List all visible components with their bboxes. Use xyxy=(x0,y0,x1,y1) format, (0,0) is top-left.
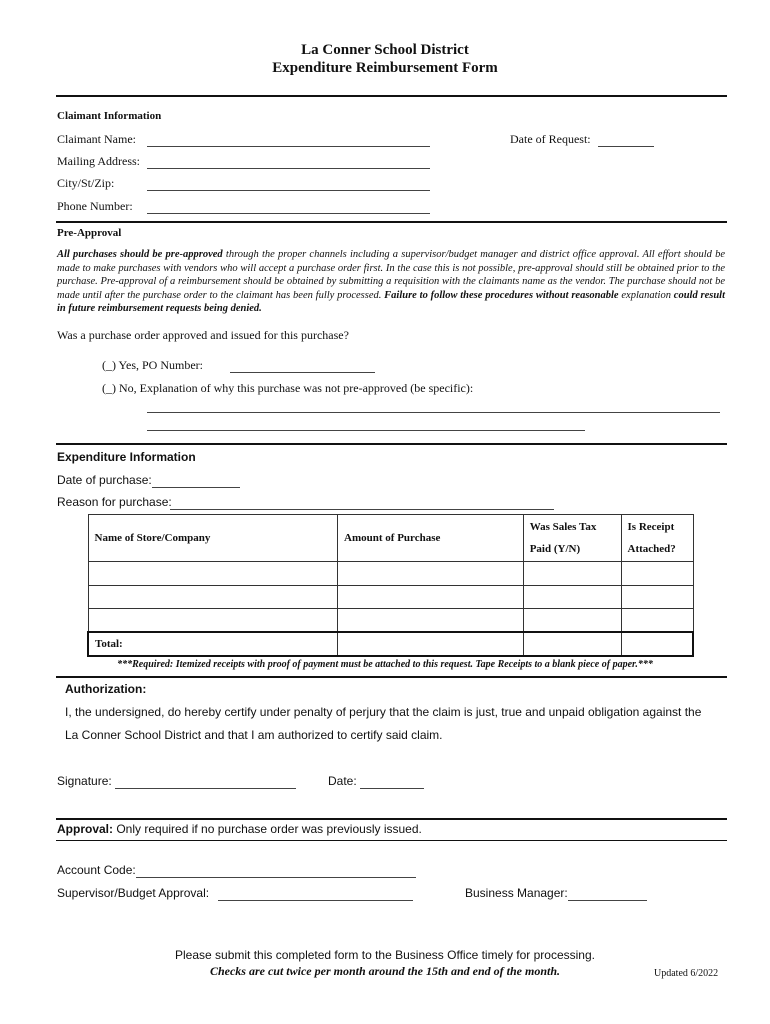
date-of-request-field[interactable] xyxy=(598,146,654,147)
table-row[interactable] xyxy=(88,562,693,586)
store-cell[interactable] xyxy=(88,586,338,609)
authorization-text-line1: I, the undersigned, do hereby certify under penalty of perjury that the claim is just, true and unpaid obligation against the xyxy=(65,705,702,719)
approval-note-text: Only required if no purchase order was previously issued. xyxy=(113,822,422,836)
receipt-cell[interactable] xyxy=(621,609,693,632)
city-state-zip-label: City/St/Zip: xyxy=(57,176,115,190)
col-tax-header-line1: Was Sales Tax xyxy=(529,521,597,533)
mailing-address-label: Mailing Address: xyxy=(57,154,140,168)
account-code-label: Account Code: xyxy=(57,863,136,877)
table-row[interactable] xyxy=(88,609,693,632)
signature-field[interactable] xyxy=(115,788,296,789)
reason-label: Reason for purchase: xyxy=(57,495,172,509)
claimant-name-label: Claimant Name: xyxy=(57,132,136,146)
total-amount-cell[interactable] xyxy=(338,632,524,656)
phone-number-label: Phone Number: xyxy=(57,199,133,213)
col-amount-header: Amount of Purchase xyxy=(338,515,524,562)
total-row[interactable] xyxy=(88,632,693,656)
reason-field[interactable] xyxy=(170,509,554,510)
preapproval-section-title: Pre-Approval xyxy=(57,227,122,239)
approval-note xyxy=(57,822,422,836)
table-header-row xyxy=(88,515,693,562)
footer-instruction: Please submit this completed form to the Business Office timely for processing. xyxy=(175,948,595,962)
amount-cell[interactable] xyxy=(338,562,524,586)
divider xyxy=(56,221,727,223)
po-question: Was a purchase order approved and issued for this purchase? xyxy=(57,328,349,342)
authorization-text-line2: La Conner School District and that I am authorized to certify said claim. xyxy=(65,728,443,742)
preapproval-bold-2: Failure to follow these procedures without reasonable xyxy=(384,289,619,301)
business-manager-field[interactable] xyxy=(568,900,647,901)
expenditure-table xyxy=(87,514,694,657)
amount-cell[interactable] xyxy=(338,586,524,609)
po-number-field[interactable] xyxy=(230,372,375,373)
divider xyxy=(56,443,727,445)
col-tax-header xyxy=(523,515,621,562)
date-of-purchase-field[interactable] xyxy=(152,487,240,488)
form-title: Expenditure Reimbursement Form xyxy=(272,60,498,76)
signature-date-field[interactable] xyxy=(360,788,424,789)
divider xyxy=(56,95,727,97)
col-receipt-header-line1: Is Receipt xyxy=(627,521,675,533)
divider xyxy=(56,840,727,841)
city-state-zip-field[interactable] xyxy=(147,190,430,191)
po-yes-option[interactable]: (_) Yes, PO Number: xyxy=(102,358,204,372)
preapproval-text-2: explanation xyxy=(618,289,674,301)
explanation-line-1[interactable] xyxy=(147,412,720,413)
col-tax-header-line2: Paid (Y/N) xyxy=(529,543,581,555)
preapproval-text-1: through the proper channels including a supervisor/budget manager and district office approval. All effort should be made to make purchases with vendors who will accept a purchase order first. In the case this is not possible, pre-approval should still be obtained prior to the purchase. Pre-approval of a reimbursement should be obtained by submitting a requisition with the claimants name as the vendor. The purchase should not be made until after the purchase order to the claimant has been fully processed. xyxy=(57,249,725,301)
total-tax-cell[interactable] xyxy=(523,632,621,656)
tax-cell[interactable] xyxy=(523,562,621,586)
tax-cell[interactable] xyxy=(523,586,621,609)
date-of-purchase-label: Date of purchase: xyxy=(57,473,152,487)
claimant-section-title: Claimant Information xyxy=(57,110,162,122)
po-no-option[interactable]: (_) No, Explanation of why this purchase was not pre-approved (be specific): xyxy=(102,381,474,395)
footer-check-schedule: Checks are cut twice per month around the 15th and end of the month. xyxy=(209,964,561,978)
required-receipts-note: ***Required: Itemized receipts with proof of payment must be attached to this request. Tape Receipts to a blank piece of paper.*** xyxy=(117,659,653,670)
preapproval-bold-1: All purchases should be pre-approved xyxy=(57,249,223,260)
claimant-name-field[interactable] xyxy=(147,146,430,147)
authorization-section-title: Authorization: xyxy=(65,682,147,696)
tax-cell[interactable] xyxy=(523,609,621,632)
supervisor-approval-field[interactable] xyxy=(218,900,413,901)
preapproval-bold-3: could result in future reimbursement requests being denied. xyxy=(57,289,726,314)
supervisor-approval-label: Supervisor/Budget Approval: xyxy=(57,886,210,900)
amount-cell[interactable] xyxy=(338,609,524,632)
total-receipt-cell[interactable] xyxy=(621,632,693,656)
explanation-line-2[interactable] xyxy=(147,430,585,431)
district-title: La Conner School District xyxy=(301,42,469,58)
expenditure-section-title: Expenditure Information xyxy=(57,450,196,464)
signature-label: Signature: xyxy=(57,774,112,788)
col-store-header: Name of Store/Company xyxy=(88,515,338,562)
approval-label: Approval: xyxy=(57,822,114,836)
business-manager-label: Business Manager: xyxy=(465,886,568,900)
store-cell[interactable] xyxy=(88,562,338,586)
preapproval-paragraph xyxy=(57,248,725,316)
store-cell[interactable] xyxy=(88,609,338,632)
receipt-cell[interactable] xyxy=(621,586,693,609)
date-of-request-label: Date of Request: xyxy=(510,132,591,146)
phone-number-field[interactable] xyxy=(147,213,430,214)
col-receipt-header xyxy=(621,515,693,562)
signature-date-label: Date: xyxy=(328,774,357,788)
mailing-address-field[interactable] xyxy=(147,168,430,169)
divider xyxy=(56,818,727,820)
col-receipt-header-line2: Attached? xyxy=(627,543,676,555)
receipt-cell[interactable] xyxy=(621,562,693,586)
total-label: Total: xyxy=(88,632,338,656)
updated-date: Updated 6/2022 xyxy=(654,968,719,979)
account-code-field[interactable] xyxy=(136,877,416,878)
divider xyxy=(56,676,727,678)
table-row[interactable] xyxy=(88,586,693,609)
